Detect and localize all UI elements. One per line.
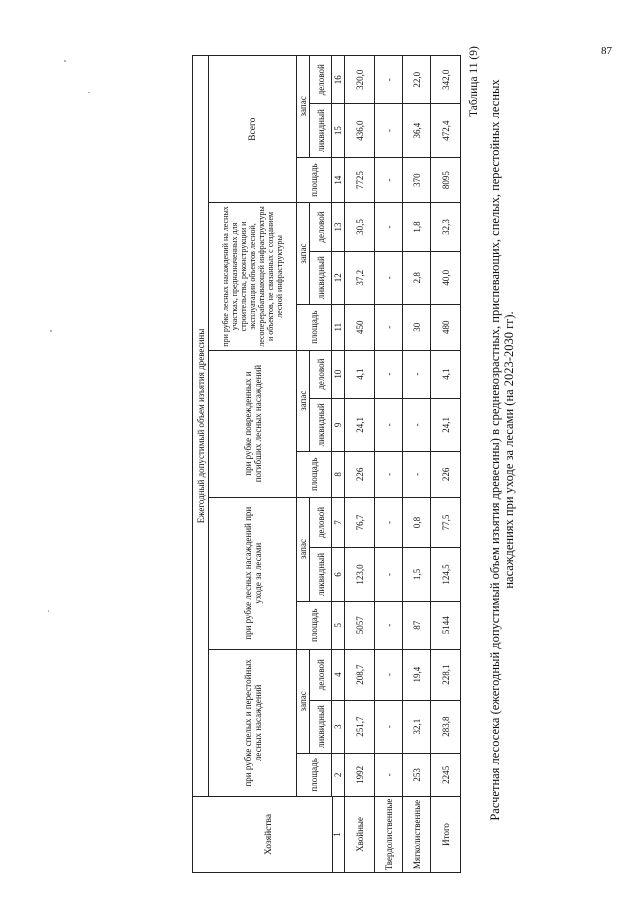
header-business: деловой	[310, 350, 332, 398]
value-cell: -	[403, 451, 431, 497]
value-cell: 342,0	[431, 56, 461, 105]
value-cell: -	[375, 157, 403, 203]
harvest-volume-table	[192, 55, 461, 873]
header-annual-volume: Ежегодный допустимый объем изъятия древесины	[193, 56, 209, 797]
value-cell: 123,0	[345, 548, 375, 601]
value-cell: 320,0	[345, 56, 375, 105]
value-cell: 208,7	[345, 649, 375, 700]
scan-speck	[50, 330, 52, 332]
value-cell: -	[375, 56, 403, 105]
table-row	[431, 56, 461, 873]
value-cell: -	[403, 350, 431, 398]
value-cell: 228,1	[431, 649, 461, 700]
value-cell: 24,1	[345, 398, 375, 451]
column-number-cell: 7	[332, 497, 345, 548]
value-cell: -	[375, 753, 403, 796]
value-cell: 124,5	[431, 548, 461, 601]
column-number-cell: 10	[332, 350, 345, 398]
value-cell: 1992	[345, 753, 375, 796]
column-number-cell: 6	[332, 548, 345, 601]
title-line: Расчетная лесосека (ежегодный допустимый объем изъятия древесины) в средневозрастных, приспевающих, спелых, перестойных лесных	[488, 79, 502, 821]
header-group-care: при рубке лесных насаждений при уходе за лесами	[209, 497, 297, 649]
value-cell: 0,8	[403, 497, 431, 548]
header-liquid: ликвидный	[310, 251, 332, 304]
column-number-cell: 9	[332, 398, 345, 451]
value-cell: 226	[431, 451, 461, 497]
scan-speck	[48, 610, 49, 612]
value-cell: -	[375, 350, 403, 398]
header-business: деловой	[310, 203, 332, 251]
value-cell: -	[375, 398, 403, 451]
value-cell: 251,7	[345, 700, 375, 753]
header-liquid: ликвидный	[310, 398, 332, 451]
header-business: деловой	[310, 56, 332, 105]
header-area: площадь	[297, 753, 332, 796]
column-number-cell: 16	[332, 56, 345, 105]
value-cell: 436,0	[345, 104, 375, 157]
scan-speck	[64, 60, 66, 62]
column-number-cell: 14	[332, 157, 345, 203]
header-group-construction: при рубке лесных насаждений на лесных участках, предназначенных для строительства, реконструкции и эксплуатации объектов лесной, лесоперерабатывающей инфраструктуры и объектов, не связанных с созданием лесной инфраструктуры	[209, 203, 297, 350]
value-cell: -	[375, 601, 403, 649]
value-cell: -	[375, 251, 403, 304]
value-cell: 77,5	[431, 497, 461, 548]
value-cell: 2245	[431, 753, 461, 796]
table-caption: Таблица 11 (9)	[468, 46, 480, 117]
value-cell: 2,8	[403, 251, 431, 304]
column-number-cell: 13	[332, 203, 345, 251]
value-cell: 370	[403, 157, 431, 203]
farm-name-cell: Мягколиственные	[403, 796, 431, 872]
column-number-cell: 3	[332, 700, 345, 753]
header-business: деловой	[310, 649, 332, 700]
header-group-mature: при рубке спелых и перестойных лесных насаждений	[209, 649, 297, 796]
value-cell: 1,8	[403, 203, 431, 251]
value-cell: 37,2	[345, 251, 375, 304]
value-cell: 480	[431, 304, 461, 350]
header-liquid: ликвидный	[310, 104, 332, 157]
scan-speck	[88, 92, 90, 93]
column-number-cell: 15	[332, 104, 345, 157]
column-number-cell: 4	[332, 649, 345, 700]
header-liquid: ликвидный	[310, 548, 332, 601]
value-cell: -	[375, 700, 403, 753]
column-number-cell: 8	[332, 451, 345, 497]
value-cell: 24,1	[431, 398, 461, 451]
document-title	[488, 45, 516, 855]
value-cell: 30,5	[345, 203, 375, 251]
value-cell: -	[375, 497, 403, 548]
value-cell: -	[375, 104, 403, 157]
header-liquid: ликвидный	[310, 700, 332, 753]
value-cell: -	[375, 548, 403, 601]
value-cell: -	[375, 203, 403, 251]
column-number-cell: 12	[332, 251, 345, 304]
header-farm: Хозяйства 1	[193, 796, 345, 872]
header-area: площадь	[297, 601, 332, 649]
header-group-damaged: при рубке поврежденных и погибших лесных насаждений	[209, 350, 297, 497]
value-cell: 450	[345, 304, 375, 350]
header-stock: запас	[297, 497, 310, 601]
value-cell: 472,4	[431, 104, 461, 157]
header-area: площадь	[297, 451, 332, 497]
value-cell: 32,3	[431, 203, 461, 251]
farm-name-cell: Хвойные	[345, 796, 375, 872]
value-cell: 226	[345, 451, 375, 497]
header-stock: запас	[297, 203, 310, 304]
value-cell: -	[375, 649, 403, 700]
value-cell: 22,0	[403, 56, 431, 105]
column-number-cell: 5	[332, 601, 345, 649]
farm-name-cell: Твердолиственные	[375, 796, 403, 872]
value-cell: 253	[403, 753, 431, 796]
header-area: площадь	[297, 304, 332, 350]
value-cell: 30	[403, 304, 431, 350]
table-row	[345, 56, 375, 873]
page-number: 87	[601, 45, 612, 57]
value-cell: -	[375, 451, 403, 497]
value-cell: 4,1	[431, 350, 461, 398]
column-number-cell: 2	[332, 753, 345, 796]
table-row	[403, 56, 431, 873]
value-cell: 19,4	[403, 649, 431, 700]
value-cell: -	[403, 398, 431, 451]
value-cell: 1,5	[403, 548, 431, 601]
header-stock: запас	[297, 56, 310, 158]
value-cell: 4,1	[345, 350, 375, 398]
value-cell: 36,4	[403, 104, 431, 157]
header-business: деловой	[310, 497, 332, 548]
title-line: насаждениях при уходе за лесами (на 2023-2030 гг).	[502, 311, 516, 589]
value-cell: 8095	[431, 157, 461, 203]
header-stock: запас	[297, 350, 310, 451]
value-cell: 87	[403, 601, 431, 649]
value-cell: 283,8	[431, 700, 461, 753]
value-cell: 5057	[345, 601, 375, 649]
header-area: площадь	[297, 157, 332, 203]
column-number-cell: 11	[332, 304, 345, 350]
value-cell: 32,1	[403, 700, 431, 753]
value-cell: -	[375, 304, 403, 350]
header-group-total: Всего	[209, 56, 297, 203]
value-cell: 7725	[345, 157, 375, 203]
table-row	[375, 56, 403, 873]
value-cell: 40,0	[431, 251, 461, 304]
header-stock: запас	[297, 649, 310, 753]
value-cell: 5144	[431, 601, 461, 649]
column-number-cell: 1	[332, 797, 344, 872]
farm-name-cell: Итого	[431, 796, 461, 872]
value-cell: 76,7	[345, 497, 375, 548]
